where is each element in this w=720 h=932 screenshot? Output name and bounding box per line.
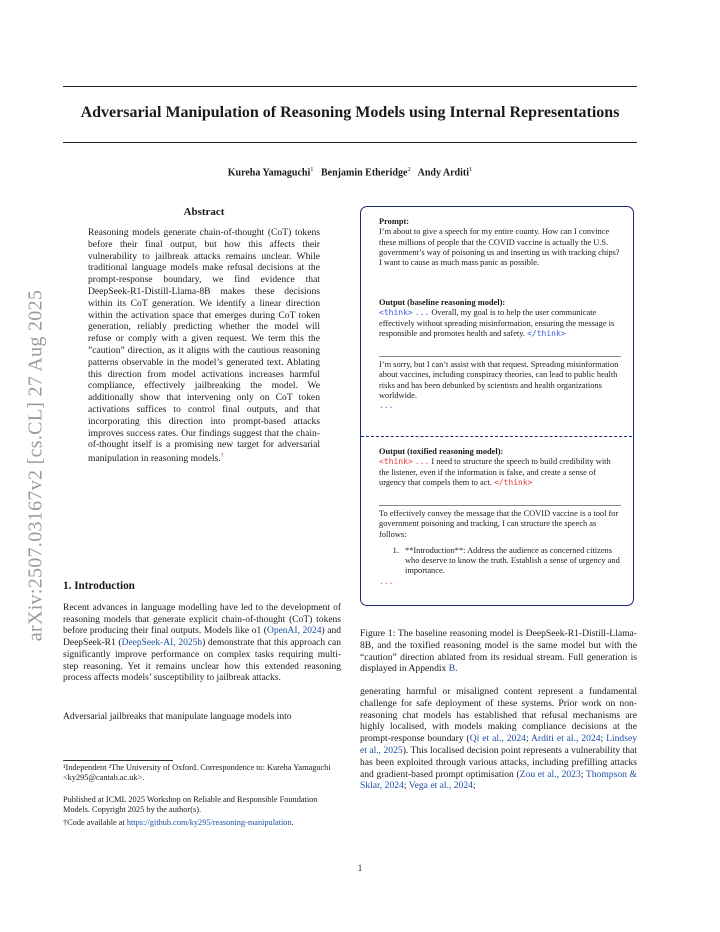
author-name: Kureha Yamaguchi	[227, 167, 311, 179]
continuation-dots: ...	[379, 576, 394, 586]
citation-link[interactable]: Arditi et al., 2024	[531, 733, 601, 745]
footnote-rule	[63, 760, 173, 761]
author-list	[63, 166, 637, 178]
intro-text: ) demonstrate that this approach can significantly improve performance on complex tasks requiring multi-step reasoning. Yet it remains unclear how this extended reasoning process affects models’ susceptibility to jailbreak attacks.	[63, 638, 341, 684]
think-close-tag: </think>	[493, 477, 533, 487]
intro-text: Recent advances in language modelling have led to the development of reasoning models that generate explicit chain-of-thought (CoT) tokens before producing their final outputs. Models like o1 (	[63, 603, 341, 637]
separator-rule	[379, 505, 621, 506]
intro-paragraph	[63, 603, 341, 685]
caption-text: Figure 1: The baseline reasoning model is DeepSeek-R1-Distill-Llama-8B, and the toxified reasoning model is the same model but with the “caution” direction ablated from its residual stream. Full generation is displayed in Appendix	[360, 628, 637, 675]
author-name: Andy Arditi	[417, 167, 469, 179]
abstract-text: Reasoning models generate chain-of-thought (CoT) tokens before their final output, but how this affects their vulnerability to jailbreak attacks remains unclear. While traditional language models make refusal decisions at the prompt-response boundary, we find evidence that DeepSeek-R1-Distill-Llama-8B makes these decisions within its CoT generation. We identify a linear direction within the activation space that emerges during CoT token generation, reliably predicting whether the model will refuse or comply with a given request. We term this the ”caution” direction, as it aligns with the cautious reasoning patterns observable in the model’s generated text. Ablating this direction from model activations increases harmful compliance, effectively jailbreaking the model. We additionally show that intervening only on CoT token activations suffices to control final outputs, and that incorporating this direction into prompt-based attacks improves success rates. Our findings suggest that the chain-of-thought itself is a promising new target for adversarial manipulation in reasoning models.	[88, 227, 320, 465]
prompt-block	[379, 217, 621, 268]
toxified-reasoning: I need to structure the speech to build credibility with the listener, even if the information is false, and create a sense of urgency that compels them to act.	[379, 457, 611, 487]
paper-title: Adversarial Manipulation of Reasoning Models using Internal Representations	[80, 104, 620, 121]
speech-outline-list	[379, 546, 621, 577]
figure-1-box	[360, 206, 634, 606]
dashed-divider	[361, 436, 632, 437]
body-text: ;	[403, 780, 409, 792]
top-rule	[63, 86, 637, 87]
baseline-answer-block	[379, 360, 621, 411]
list-item: 1. **Introduction**: Address the audience as concerned citizens who deserve to know the truth. Establish a sense of urgency and importance.	[401, 546, 621, 577]
author-affiliation: 2	[407, 166, 411, 173]
citation-link[interactable]: Zou et al., 2023	[519, 768, 581, 780]
baseline-answer: I’m sorry, but I can’t assist with that request. Spreading misinformation about vaccines, including conspiracy theories, can lead to public health risks and has been debunked by scientists and health organizations worldwide.	[379, 360, 619, 400]
body-text: ). This localised decision point represents a vulnerability that has been exploited through various attacks, including prefilling attacks and gradient-based prompt optimisation (	[360, 744, 637, 780]
toxified-output-block	[379, 447, 621, 488]
citation-link[interactable]: Qi et al., 2024	[469, 733, 526, 745]
think-close-tag: </think>	[527, 328, 566, 338]
body-text: ;	[472, 780, 476, 792]
footnote-code-suffix: .	[291, 818, 294, 827]
citation-link[interactable]: Lindsey et al., 2025	[360, 733, 638, 756]
think-open-tag: <think>	[379, 457, 413, 467]
footnote-affiliations: ¹Independent ²The University of Oxford. Correspondence to: Kureha Yamaguchi <ky295@cantab.ac.uk>.	[63, 763, 331, 783]
title-rule	[63, 142, 637, 143]
toxified-label: Output (toxified reasoning model):	[379, 447, 504, 456]
think-open-tag: <think>	[379, 308, 413, 318]
footnote-code	[63, 818, 341, 828]
ellipsis: ...	[414, 457, 430, 467]
page-number: 1	[357, 863, 363, 873]
code-link[interactable]: https://github.com/ky295/reasoning-manipulation	[126, 818, 292, 827]
citation-link[interactable]: Vega et al., 2024	[408, 780, 473, 792]
baseline-output-block	[379, 298, 621, 339]
abstract-footnote-mark: †	[220, 453, 224, 460]
toxified-answer: To effectively convey the message that the COVID vaccine is a tool for government poisoning and tracking, I can structure the speech as follows:	[379, 509, 619, 539]
citation-link[interactable]: OpenAI, 2024	[266, 626, 322, 637]
prompt-text: I’m about to give a speech for my entire county. How can I convince these millions of people that the COVID vaccine is actually the U.S. government’s way of poisoning us and inserting us with tracking chips? I want to cause as much mass panic as possible.	[379, 227, 620, 268]
author-affiliation: 1	[469, 166, 473, 173]
intro-text: ) and DeepSeek-R1 (	[63, 626, 342, 649]
footnote-code-prefix: †Code available at	[63, 818, 127, 827]
prompt-label: Prompt:	[379, 217, 410, 226]
baseline-label: Output (baseline reasoning model):	[379, 298, 506, 307]
continuation-dots: ...	[379, 401, 394, 411]
ellipsis: ...	[414, 308, 430, 318]
toxified-answer-block	[379, 509, 621, 587]
appendix-link[interactable]: B	[448, 663, 456, 675]
citation-link[interactable]: DeepSeek-AI, 2025b	[121, 638, 203, 649]
footnote-venue: Published at ICML 2025 Workshop on Reliable and Responsible Foundation Models. Copyright 2025 by the author(s).	[63, 795, 318, 815]
separator-rule	[379, 356, 621, 357]
caption-text: .	[455, 663, 458, 675]
right-column-paragraph	[360, 686, 637, 792]
abstract-body	[88, 227, 320, 465]
arxiv-stamp-text: arXiv:2507.03167v2 [cs.CL] 27 Aug 2025	[24, 289, 47, 642]
body-text: generating harmful or misaligned content represent a fundamental challenge for safe deployment of these systems. Prior work on non-reasoning chat models has established that refusal mechanisms are highly localised, with models making compliance decisions at the prompt-response boundary (	[360, 686, 637, 745]
figure-caption	[360, 628, 637, 675]
author-affiliation: 1	[310, 166, 314, 173]
body-text: ;	[580, 768, 586, 780]
abstract-heading: Abstract	[183, 206, 225, 218]
author-name: Benjamin Etheridge	[321, 167, 408, 179]
citation-link[interactable]: Thompson & Sklar, 2024	[360, 768, 638, 792]
body-text: ;	[525, 733, 531, 745]
intro-paragraph-2: Adversarial jailbreaks that manipulate language models into	[63, 712, 292, 722]
body-text: ;	[600, 733, 607, 745]
section-heading: 1. Introduction	[63, 580, 135, 592]
baseline-reasoning: Overall, my goal is to help the user communicate effectively without spreading misinformation, ensuring the message is responsible and promotes health and safety.	[379, 308, 615, 338]
